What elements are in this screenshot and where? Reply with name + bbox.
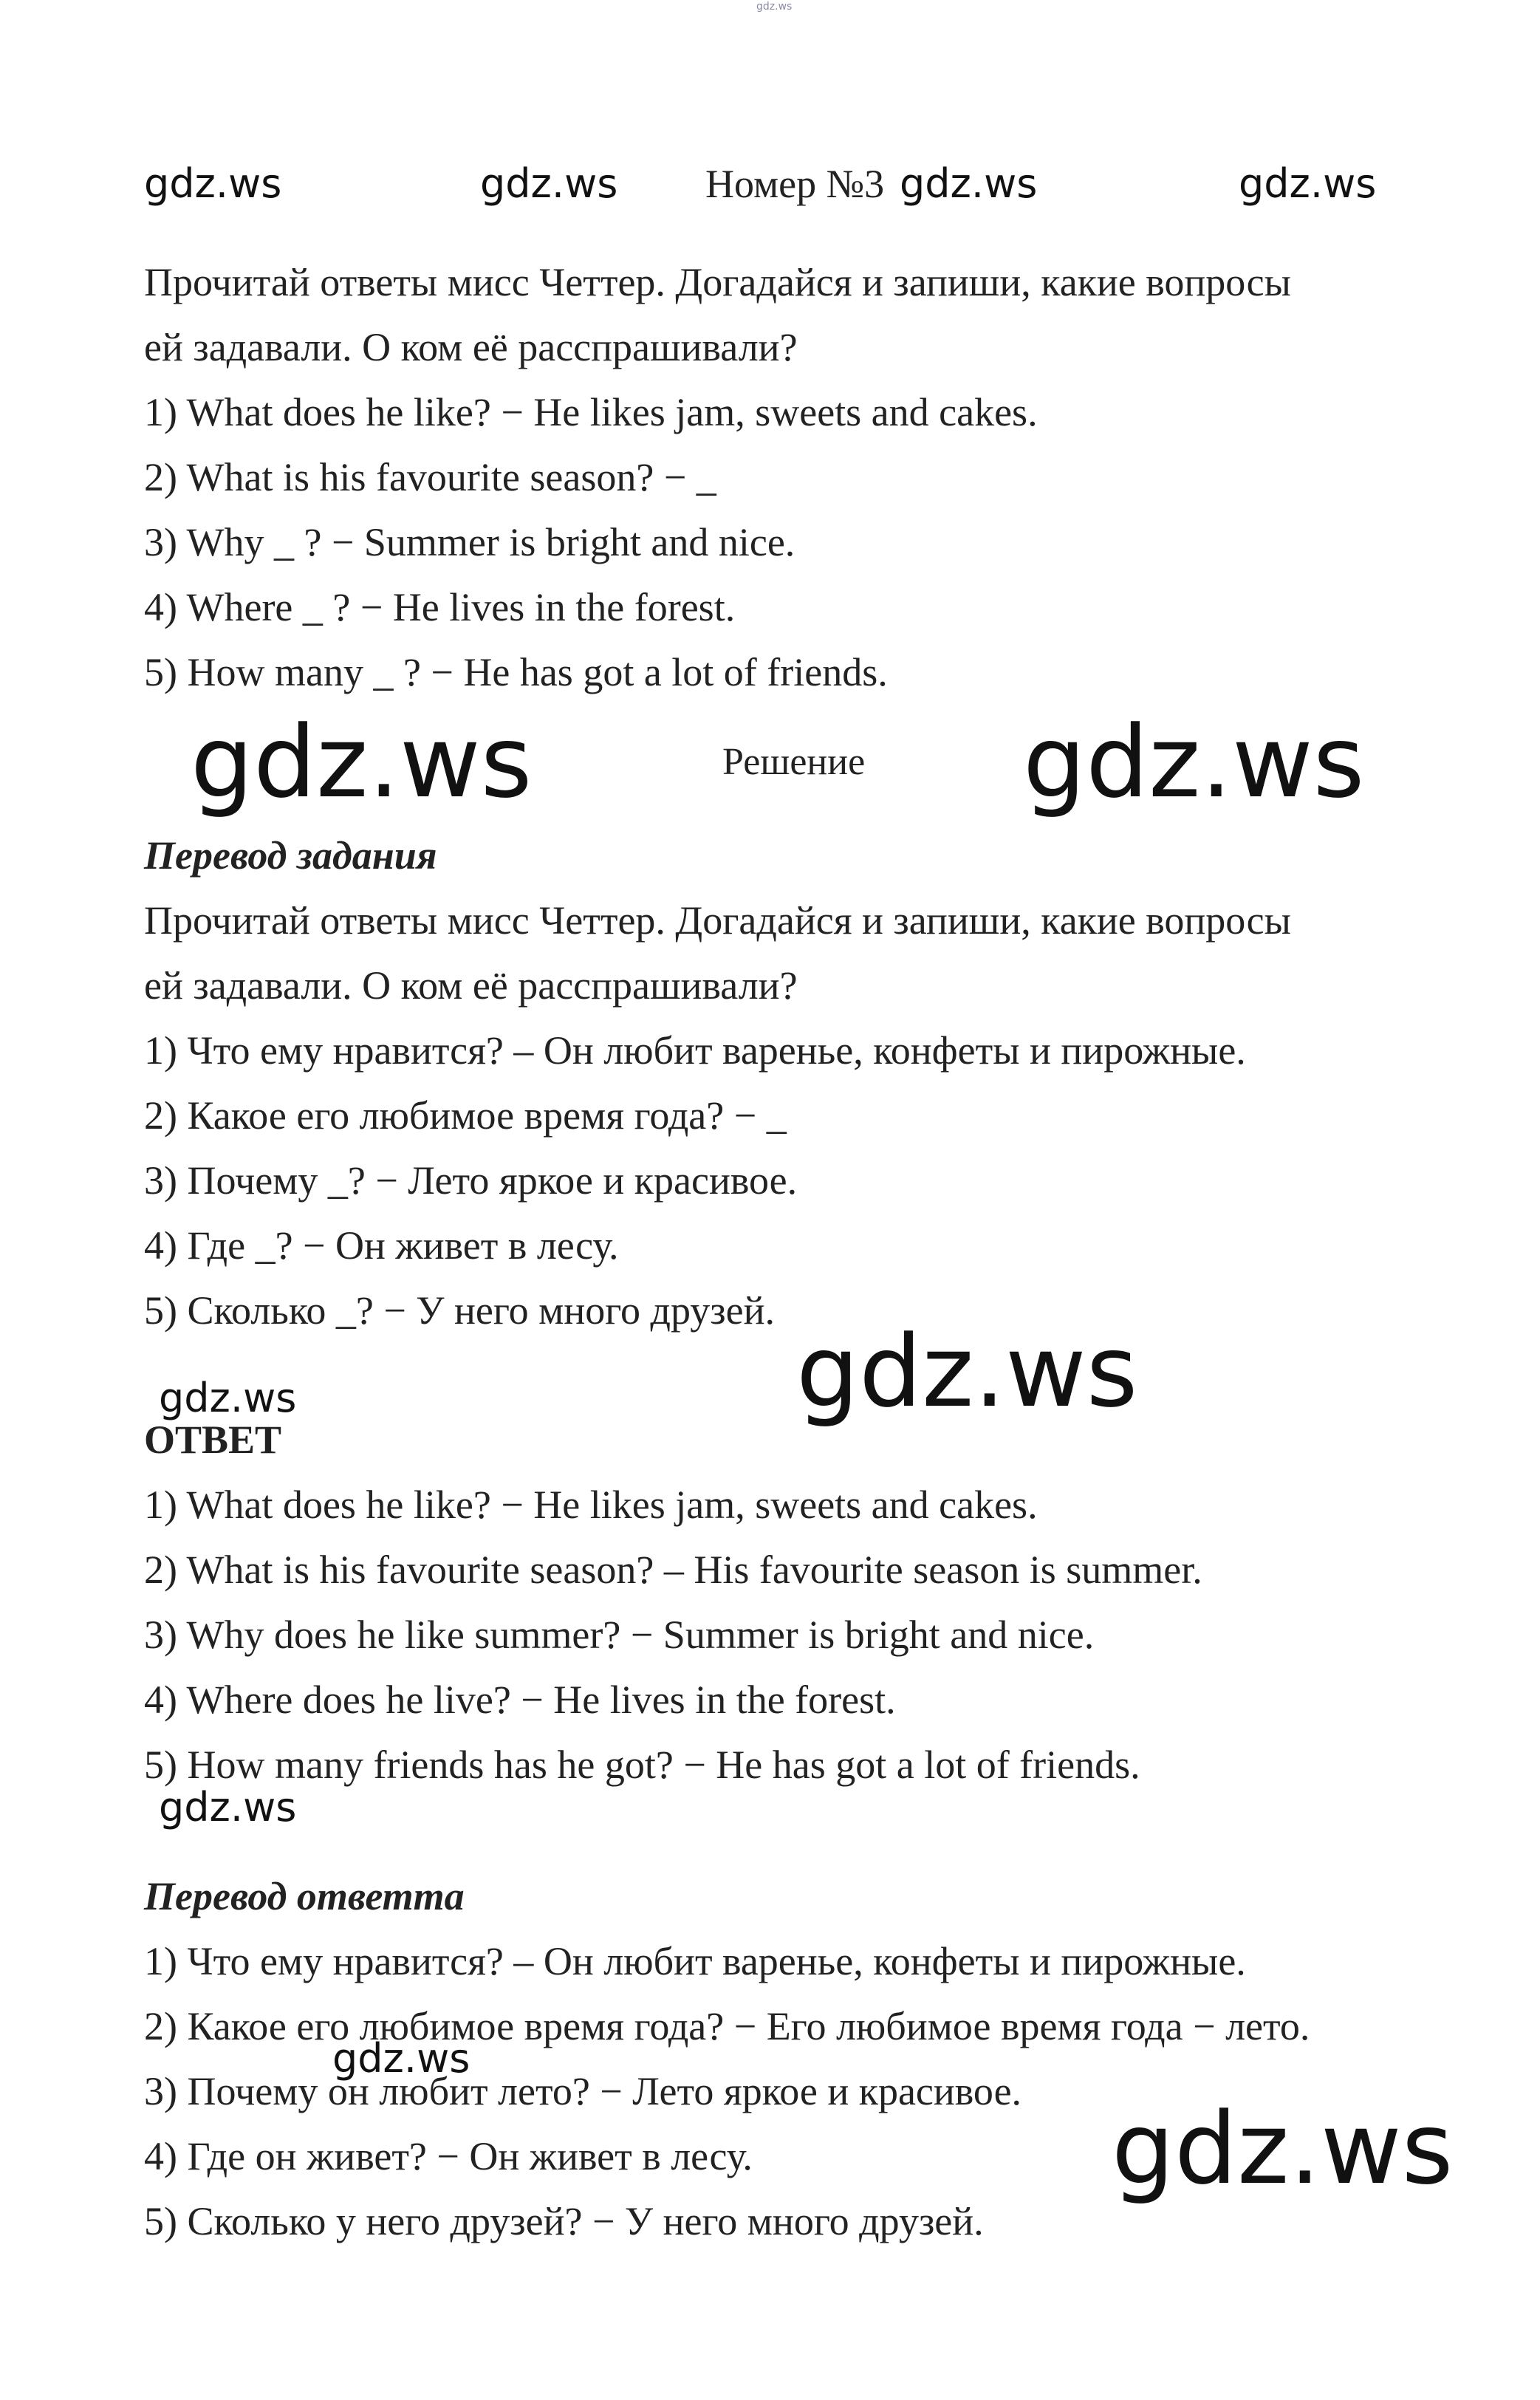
watermark-large-1: gdz.ws — [191, 705, 533, 820]
answer-item-4: 4) Where does he live? − He lives in the forest. — [144, 1678, 896, 1722]
task-translation-item-1: 1) Что ему нравится? – Он любит варенье, конфеты и пирожные. — [144, 1028, 1246, 1073]
task-translation-heading: Перевод задания — [144, 833, 437, 878]
answer-translation-heading: Перевод ответта — [144, 1874, 465, 1918]
answer-translation-item-2: 2) Какое его любимое время года? − Его любимое время года − лето. — [144, 2004, 1310, 2048]
header-watermark-1: gdz.ws — [144, 160, 282, 207]
task-translation-item-5: 5) Сколько _? − У него много друзей. — [144, 1288, 776, 1333]
answer-translation-item-5: 5) Сколько у него друзей? − У него много друзей. — [144, 2199, 984, 2243]
task-item-3: 3) Why _ ? − Summer is bright and nice. — [144, 520, 795, 564]
task-item-1: 1) What does he like? − He likes jam, sweets and cakes. — [144, 390, 1038, 434]
watermark-large-4: gdz.ws — [1112, 2091, 1454, 2206]
top-watermark: gdz.ws — [756, 1, 793, 13]
answer-item-3: 3) Why does he like summer? − Summer is bright and nice. — [144, 1613, 1095, 1657]
task-translation-item-2: 2) Какое его любимое время года? − _ — [144, 1093, 787, 1138]
task-translation-intro-2: ей задавали. О ком её расспрашивали? — [144, 963, 798, 1008]
watermark-small-answer: gdz.ws — [159, 1375, 297, 1421]
answer-translation-item-1: 1) Что ему нравится? – Он любит варенье, конфеты и пирожные. — [144, 1939, 1246, 1983]
answer-translation-item-3: 3) Почему он любит лето? − Лето яркое и красивое. — [144, 2069, 1022, 2113]
task-item-5: 5) How many _ ? − He has got a lot of friends. — [144, 650, 888, 694]
task-item-2: 2) What is his favourite season? − _ — [144, 455, 716, 499]
task-number: Номер №3 — [705, 162, 885, 206]
header-watermark-4: gdz.ws — [1239, 160, 1377, 207]
answer-item-2: 2) What is his favourite season? – His favourite season is summer. — [144, 1548, 1202, 1592]
task-translation-intro-1: Прочитай ответы мисс Четтер. Догадайся и запиши, какие вопросы — [144, 898, 1291, 943]
watermark-large-3: gdz.ws — [796, 1314, 1138, 1429]
task-intro-line-2: ей задавали. О ком её расспрашивали? — [144, 325, 798, 369]
watermark-small-overlap: gdz.ws — [332, 2035, 470, 2082]
answer-item-5: 5) How many friends has he got? − He has got a lot of friends. — [144, 1743, 1140, 1787]
task-item-4: 4) Where _ ? − He lives in the forest. — [144, 585, 736, 629]
watermark-small-after-answer: gdz.ws — [159, 1784, 297, 1830]
solution-label: Решение — [722, 741, 866, 783]
answer-translation-item-4: 4) Где он живет? − Он живет в лесу. — [144, 2134, 753, 2178]
task-translation-item-3: 3) Почему _? − Лето яркое и красивое. — [144, 1158, 798, 1203]
watermark-large-2: gdz.ws — [1023, 705, 1365, 820]
answer-heading: ОТВЕТ — [144, 1418, 282, 1462]
task-translation-item-4: 4) Где _? − Он живет в лесу. — [144, 1223, 619, 1268]
answer-item-1: 1) What does he like? − He likes jam, sweets and cakes. — [144, 1483, 1038, 1527]
header-watermark-3: gdz.ws — [900, 160, 1038, 207]
task-intro-line-1: Прочитай ответы мисс Четтер. Догадайся и запиши, какие вопросы — [144, 260, 1291, 304]
header-watermark-2: gdz.ws — [480, 160, 618, 207]
